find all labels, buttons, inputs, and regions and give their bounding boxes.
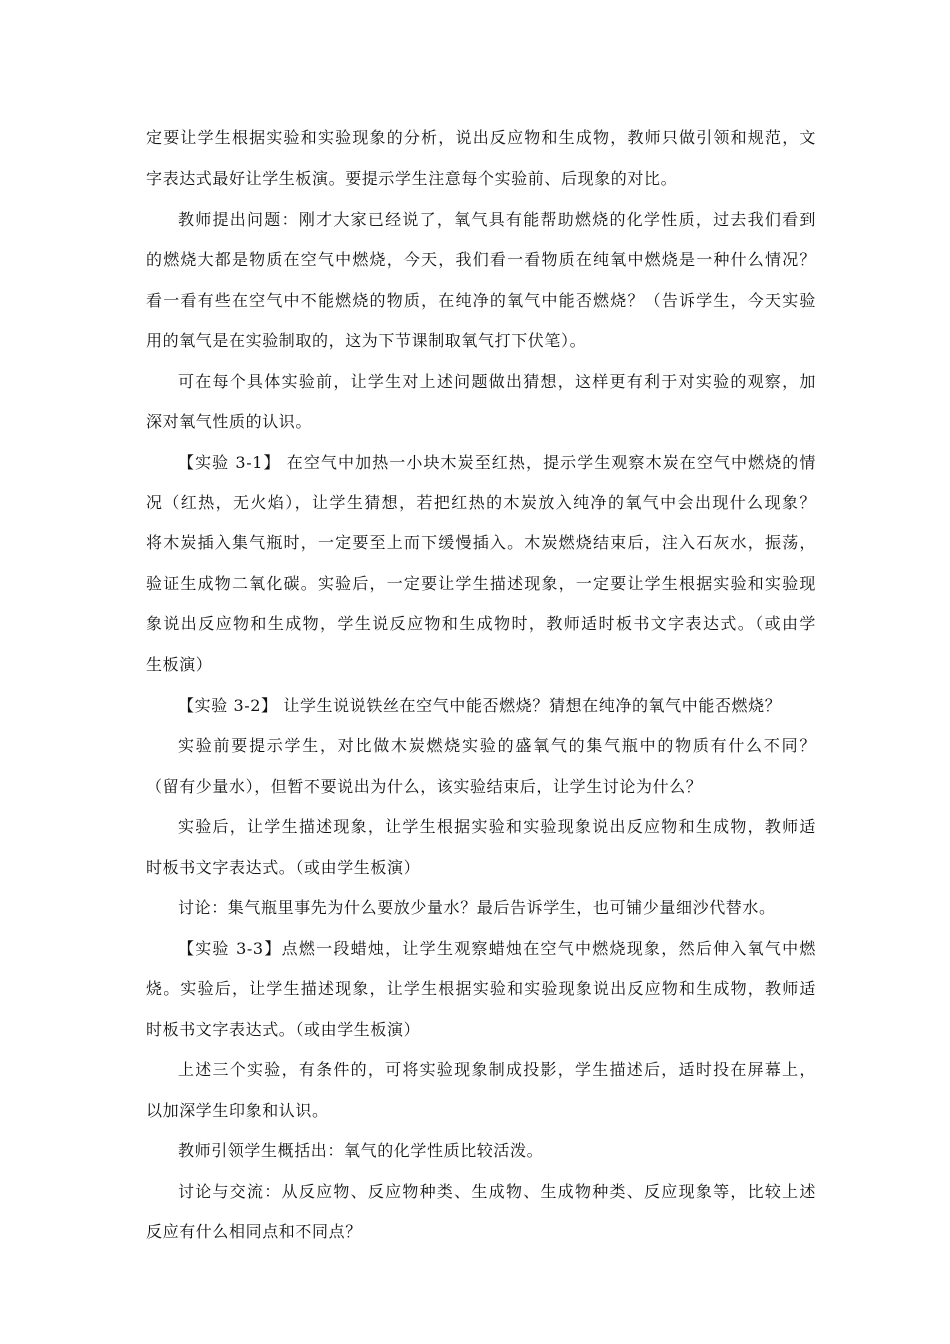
text-line: 时板书文字表达式。（或由学生板演） (146, 858, 421, 877)
text-line: 实验后，让学生描述现象，让学生根据实验和实验现象说出反应物和生成物，教师适 (178, 817, 816, 836)
text-line: 象说出反应物和生成物，学生说反应物和生成物时，教师适时板书文字表达式。（或由学 (146, 614, 816, 633)
text-line: 教师提出问题：刚才大家已经说了，氧气具有能帮助燃烧的化学性质，过去我们看到 (178, 210, 816, 229)
text-line: 的燃烧大都是物质在空气中燃烧，今天，我们看一看物质在纯氧中燃烧是一种什么情况？ (146, 250, 816, 269)
text-line: 【实验 3-1】 在空气中加热一小块木炭至红热，提示学生观察木炭在空气中燃烧的情 (178, 453, 816, 472)
text-line: 实验前要提示学生，对比做木炭燃烧实验的盛氧气的集气瓶中的物质有什么不同？ (178, 736, 816, 755)
text-line: 将木炭插入集气瓶时，一定要至上而下缓慢插入。木炭燃烧结束后，注入石灰水，振荡， (146, 533, 816, 552)
text-line: 以加深学生印象和认识。 (146, 1101, 329, 1120)
text-line: 时板书文字表达式。（或由学生板演） (146, 1020, 421, 1039)
text-line: 烧。实验后，让学生描述现象，让学生根据实验和实验现象说出反应物和生成物，教师适 (146, 979, 816, 998)
text-line: 【实验 3-2】 让学生说说铁丝在空气中能否燃烧？猜想在纯净的氧气中能否燃烧？ (178, 696, 782, 715)
text-line: 验证生成物二氧化碳。实验后，一定要让学生描述现象，一定要让学生根据实验和实验现 (146, 574, 816, 593)
text-line: 看一看有些在空气中不能燃烧的物质，在纯净的氧气中能否燃烧？（告诉学生，今天实验 (146, 291, 816, 310)
text-line: 教师引领学生概括出：氧气的化学性质比较活泼。 (178, 1141, 544, 1160)
text-line: 生板演） (146, 655, 213, 674)
text-line: 反应有什么相同点和不同点？ (146, 1222, 362, 1241)
text-line: 讨论：集气瓶里事先为什么要放少量水？最后告诉学生，也可铺少量细沙代替水。 (178, 898, 776, 917)
text-line: 定要让学生根据实验和实验现象的分析，说出反应物和生成物，教师只做引领和规范，文 (146, 128, 816, 147)
text-line: 字表达式最好让学生板演。要提示学生注意每个实验前、后现象的对比。 (146, 169, 678, 188)
text-line: 况（红热，无火焰），让学生猜想，若把红热的木炭放入纯净的氧气中会出现什么现象？ (146, 493, 816, 512)
text-line: 讨论与交流：从反应物、反应物种类、生成物、生成物种类、反应现象等，比较上述 (178, 1182, 816, 1201)
text-line: 上述三个实验，有条件的，可将实验现象制成投影，学生描述后，适时投在屏幕上， (178, 1060, 816, 1079)
text-line: （留有少量水），但暂不要说出为什么，该实验结束后，让学生讨论为什么？ (146, 777, 703, 796)
text-line: 深对氧气性质的认识。 (146, 412, 313, 431)
text-line: 可在每个具体实验前，让学生对上述问题做出猜想，这样更有利于对实验的观察，加 (178, 372, 816, 391)
text-line: 用的氧气是在实验制取的，这为下节课制取氧气打下伏笔）。 (146, 331, 587, 350)
text-line: 【实验 3-3】点燃一段蜡烛，让学生观察蜡烛在空气中燃烧现象，然后伸入氧气中燃 (178, 939, 816, 958)
